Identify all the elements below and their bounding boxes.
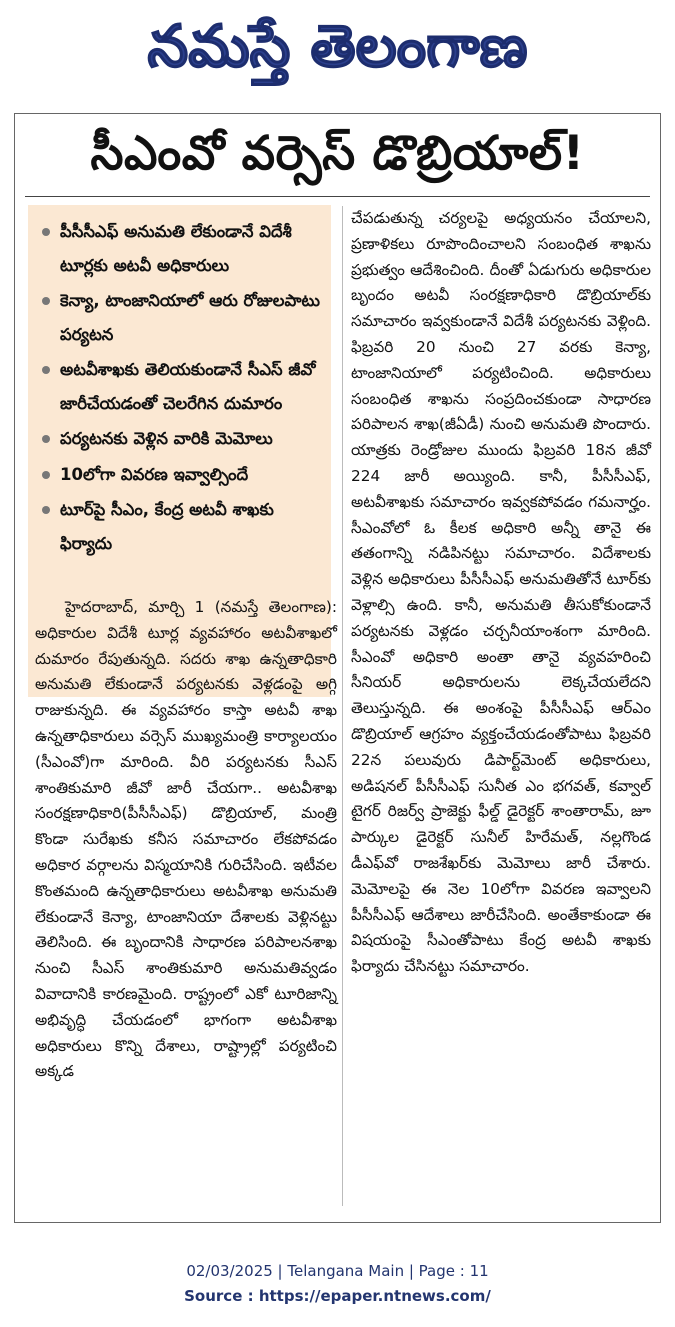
highlight-text: పీసీసీఎఫ్ అనుమతి లేకుండానే విదేశీ టూర్లకు అటవీ అధికారులు bbox=[60, 222, 292, 275]
highlight-item bbox=[40, 422, 323, 456]
masthead-logo bbox=[0, 4, 675, 90]
masthead bbox=[0, 4, 675, 90]
headline-divider bbox=[25, 196, 650, 197]
bullet-icon bbox=[42, 228, 50, 236]
article-body-right: చేపడుతున్న చర్యలపై అధ్యయనం చేయాలని, ప్రణాళికలు రూపొందించాలని సంబంధిత శాఖను ప్రభుత్వం ఆదేశించింది. దీంతో ఏడుగురు అధికారుల బృందం అటవీ సంరక్షణాధికారి డొబ్రియాల్‌కు సమాచారం ఇవ్వకుండానే విదేశీ పర్యటనకు వెళ్లింది. ఫిబ్రవరి 20 నుంచి 27 వరకు కెన్యా, టాంజానియాలో పర్యటించింది. అధికారులు సంబంధిత శాఖను సంప్రదించకుండా సాధారణ పరిపాలన శాఖ(జీఏడీ) నుంచి అనుమతి పొందారు. యాత్రకు రెండ్రోజుల ముందు ఫిబ్రవరి 18న జీవో 224 జారీ అయ్యింది. కానీ, పీసీసీఎఫ్, అటవీశాఖకు సమాచారం ఇవ్వకపోవడం గమనార్హం. సీఎంవోలో ఓ కీలక అధికారి అన్నీ తానై ఈ తతంగాన్ని నడిపినట్టు సమాచారం. విదేశాలకు వెళ్లిన అధికారులు పీసీసీఎఫ్ అనుమతితోనే టూర్‌కు వెళ్లాల్సి ఉంది. కానీ, అనుమతి తీసుకోకుండానే పర్యటనకు వెళ్లడం చర్చనీయాంశంగా మారింది. సీఎంవో అధికారి అంతా తానై వ్యవహరించి సీనియర్ అధికారులను లెక్కచేయలేదని తెలుస్తున్నది. ఈ అంశంపై పీసీసీఎఫ్ ఆర్ఎం డొబ్రియాల్ ఆగ్రహం వ్యక్తంచేయడంతోపాటు ఫిబ్రవరి 22న పలువురు డిపార్ట్‌మెంట్ అధికారులు, అడిషనల్ పీసీసీఎఫ్ సునీత ఎం భగవత్, కవ్వాల్ టైగర్ రిజర్వ్ ప్రాజెక్టు ఫీల్డ్ డైరెక్టర్ శాంతారామ్, జూ పార్కుల డైరెక్టర్ సునీల్ హిరేమత్, నల్లగొండ డీఎఫ్‌వో రాజశేఖర్‌కు మెమోలు జారీ చేశారు. మెమోలపై ఈ నెల 10లోగా వివరణ ఇవ్వాలని పీసీసీఎఫ్ ఆదేశాలు జారీచేసింది. అంతేకాకుండా ఈ విషయంపై సీఎంతోపాటు కేంద్ర అటవీ శాఖకు ఫిర్యాదు చేసినట్టు సమాచారం. bbox=[351, 209, 651, 976]
news-clipping bbox=[14, 113, 661, 1223]
bullet-icon bbox=[42, 471, 50, 479]
highlight-text: కెన్యా, టాంజానియాలో ఆరు రోజులపాటు పర్యటన bbox=[60, 291, 320, 344]
bullet-icon bbox=[42, 366, 50, 374]
highlight-text: 10లోగా వివరణ ఇవ్వాల్సిందే bbox=[60, 464, 249, 484]
column-divider bbox=[342, 206, 343, 1206]
footer-info: 02/03/2025 | Telangana Main | Page : 11 bbox=[186, 1262, 489, 1280]
highlight-item bbox=[40, 215, 323, 282]
highlight-text: టూర్‌పై సీఎం, కేంద్ర అటవీ శాఖకు ఫిర్యాదు bbox=[60, 500, 274, 553]
highlight-text: పర్యటనకు వెళ్లిన వారికి మెమోలు bbox=[60, 429, 273, 448]
highlight-item bbox=[40, 353, 323, 420]
article-body-left: హైదరాబాద్, మార్చి 1 (నమస్తే తెలంగాణ): అధికారుల విదేశీ టూర్ల వ్యవహారం అటవీశాఖలో దుమారం రేపుతున్నది. సదరు శాఖ ఉన్నతాధికారి అనుమతి లేకుండానే పర్యటనకు వెళ్లడంపై అగ్గి రాజుకున్నది. ఈ వ్యవహారం కాస్తా అటవీ శాఖ ఉన్నతాధికారులు వర్సెస్ ముఖ్యమంత్రి కార్యాలయం (సీఎంవో)గా మారింది. వీరి పర్యటనకు సీఎస్ శాంతికుమారి జీవో జారీ చేయగా.. అటవీశాఖ సంరక్షణాధికారి(పీసీసీఎఫ్) డొబ్రియాల్, మంత్రి కొండా సురేఖకు కనీస సమాచారం లేకపోవడం అధికార వర్గాలను విస్మయానికి గురిచేసింది. ఇటీవల కొంతమంది ఉన్నతాధికారులు అటవీశాఖ అనుమతి లేకుండానే కెన్యా, టాంజానియా దేశాలకు వెళ్లినట్టు తెలిసింది. ఈ బృందానికి సాధారణ పరిపాలనశాఖ నుంచి సీఎస్ శాంతికుమారి అనుమతివ్వడం వివాదానికి కారణమైంది. రాష్ట్రంలో ఎకో టూరిజాన్ని అభివృద్ధి చేయడంలో భాగంగా అటవీశాఖ అధికారులు కొన్ని దేశాలు, రాష్ట్రాల్లో పర్యటించి అక్కడ bbox=[35, 598, 337, 1081]
source-link[interactable]: Source : https://epaper.ntnews.com/ bbox=[184, 1287, 491, 1305]
highlight-item bbox=[40, 458, 323, 492]
highlight-text: అటవీశాఖకు తెలియకుండానే సీఎస్ జీవో జారీచేయడంతో చెలరేగిన దుమారం bbox=[60, 360, 316, 413]
masthead-title: నమస్తే తెలంగాణ bbox=[147, 12, 528, 80]
highlight-item bbox=[40, 493, 323, 560]
headline: సీఎంవో వర్సెస్ డొబ్రియాల్! bbox=[90, 126, 585, 181]
bullet-icon bbox=[42, 435, 50, 443]
bullet-icon bbox=[42, 297, 50, 305]
bullet-icon bbox=[42, 506, 50, 514]
highlight-item bbox=[40, 284, 323, 351]
